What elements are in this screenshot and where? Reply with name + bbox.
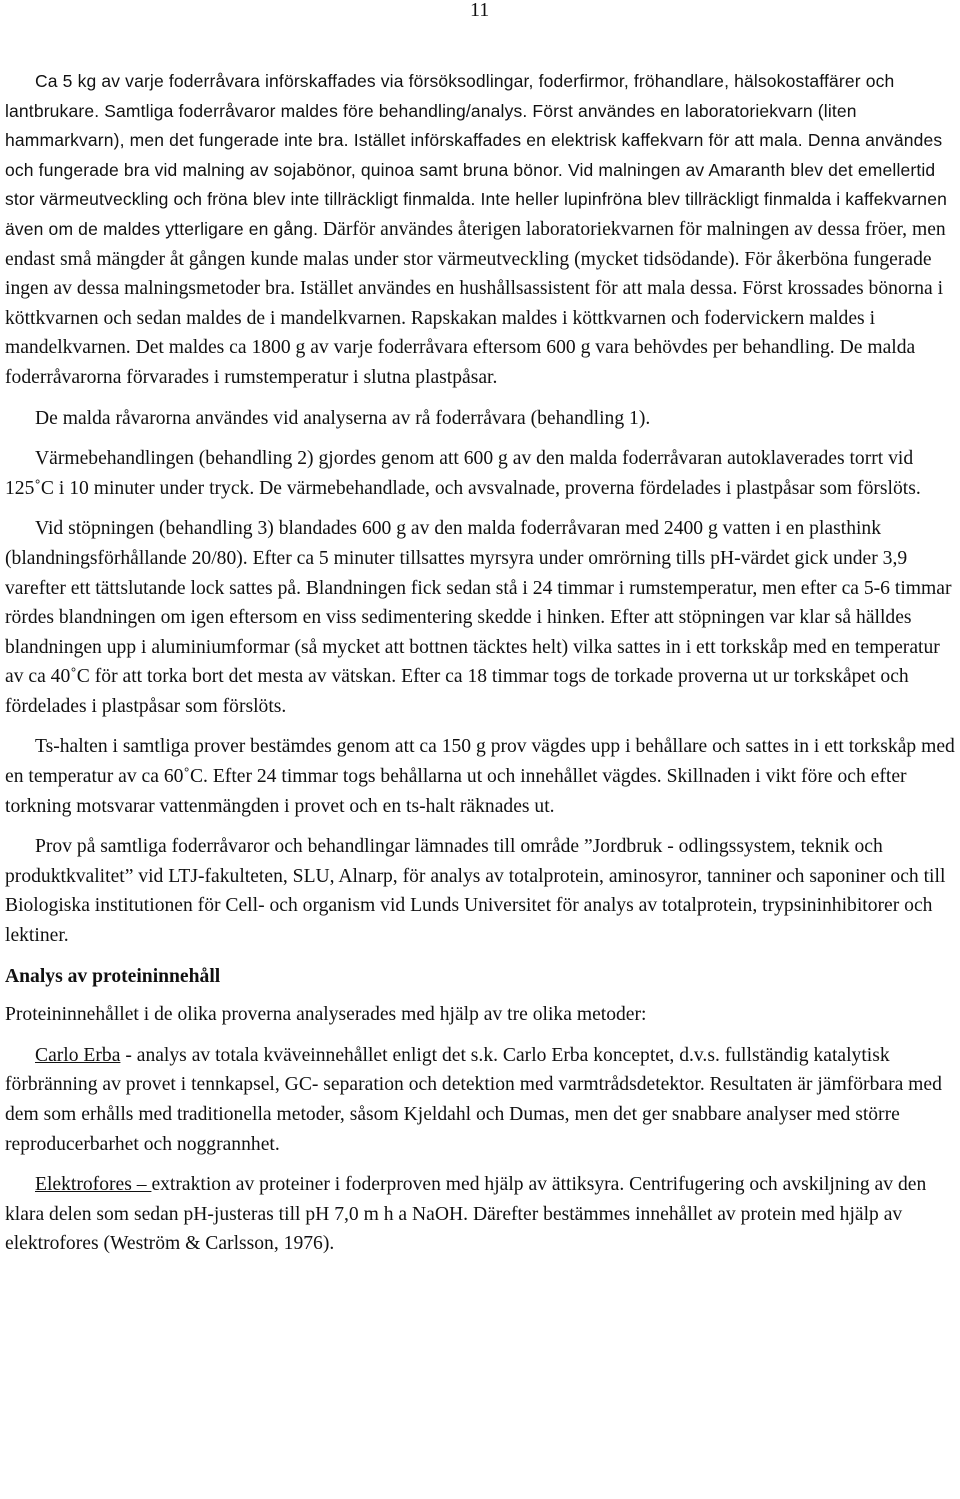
paragraph-grinding-sans-part: Ca 5 kg av varje foderråvara införskaffades via försöksodlingar, foderfirmor, fröhandlare, hälsokostaffärer och lantbrukare. Samtliga foderråvaror maldes före behandling/analys. Först användes en laboratoriekvarn (liten hammarkvarn), men det fungerade inte bra. Istället införskaffades en elektrisk kaffekvarn för att mala. Denna användes och fungerade bra vid malning av sojabönor, quinoa samt bruna bönor. Vid malningen av Amaranth blev det emellertid stor värmeutveckling och fröna blev inte tillräckligt finmalda. Inte heller lupinfröna blev tillräckligt finmalda i kaffekvarnen även om de maldes ytterligare en gång. xyxy=(5,71,947,239)
paragraph-samples-sent: Prov på samtliga foderråvaror och behandlingar lämnades till område ”Jordbruk - odlingssystem, teknik och produktkvalitet” vid LTJ-fakulteten, SLU, Alnarp, för analys av totalprotein, aminosyror, tanniner och saponiner och till Biologiska institutionen för Cell- och organism vid Lunds Universitet för analys av totalprotein, trypsininhibitorer och lektiner. xyxy=(5,836,946,947)
paragraph-steeping: Vid stöpningen (behandling 3) blandades 600 g av den malda foderråvaran med 2400 g vatten i en plasthink (blandningsförhållande 20/80). Efter ca 5 minuter tillsattes myrsyra under omrörning tills pH-värdet gick under 3,9 varefter ett tättslutande lock sattes på. Blandningen fick sedan stå i 24 timmar i rumstemperatur, men efter ca 5-6 timmar rördes blandningen om igen eftersom en viss sedimentering skedde i hinken. Efter att stöpningen var klar så hälldes blandningen upp i aluminiumformar (så mycket att bottnen täcktes helt) vilka sattes in i ett torkskåp med en temperatur av ca 40˚C för att torka bort det mesta av vätskan. Efter ca 18 timmar togs de torkade proverna ut ur torkskåpet och fördelades i plastpåsar som förslöts. xyxy=(5,518,952,717)
section-intro: Proteininnehållet i de olika proverna analyserades med hjälp av tre olika metoder: xyxy=(5,1004,647,1026)
paragraph-carlo-erba xyxy=(5,1041,955,1159)
paragraph-dry-matter: Ts-halten i samtliga prover bestämdes genom att ca 150 g prov vägdes upp i behållare och sattes in i ett torkskåp med en temperatur av ca 60˚C. Efter 24 timmar togs behållarna ut och innehållet vägdes. Skillnaden i vikt före och efter torkning motsvarar vattenmängden i provet och en ts-halt räknades ut. xyxy=(5,736,955,817)
paragraph-grinding-serif-part: Därför användes återigen laboratoriekvarnen för malningen av dessa fröer, men endast små mängder åt gången kunde malas under stor värmeutveckling (mycket tidsödande). För åkerböna fungerade ingen av dessa malningsmetoder bra. Istället användes en hushållsassistent för att mala dessa. Först krossades bönorna i köttkvarnen och sedan maldes de i mandelkvarnen. Rapskakan maldes i köttkvarnen och fodervickern maldes i mandelkvarnen. Det maldes ca 1800 g av varje foderråvara eftersom 600 g vara behövdes per behandling. De malda foderråvarorna förvarades i rumstemperatur i slutna plastpåsar. xyxy=(5,218,946,388)
paragraph-elektrofores xyxy=(5,1170,955,1259)
paragraph-raw-material: De malda råvarorna användes vid analyserna av rå foderråvara (behandling 1). xyxy=(35,407,651,429)
page-number: 11 xyxy=(470,0,490,21)
section-heading: Analys av proteininnehåll xyxy=(5,965,221,987)
elektrofores-term: Elektrofores – xyxy=(35,1174,152,1196)
carlo-erba-text: - analys av totala kväveinnehållet enligt det s.k. Carlo Erba konceptet, d.v.s. fullständig katalytisk förbränning av provet i tennkapsel, GC- separation och detektion med varmtrådsdetektor. Resultaten är jämförbara med dem som erhålls med traditionella metoder, såsom Kjeldahl och Dumas, men det ger snabbare analyser med större reproducerbarhet och noggrannhet. xyxy=(5,1044,942,1155)
elektrofores-text: extraktion av proteiner i foderproven med hjälp av ättiksyra. Centrifugering och avskiljning av den klara delen som sedan pH-justeras till pH 7,0 m h a NaOH. Därefter bestämmes innehållet av protein med hjälp av elektrofores (Weström & Carlsson, 1976). xyxy=(5,1174,927,1255)
paragraph-heat-treatment: Värmebehandlingen (behandling 2) gjordes genom att 600 g av den malda foderråvaran autoklaverades torrt vid 125˚C i 10 minuter under tryck. De värmebehandlade, och avsvalnade, proverna fördelades i plastpåsar som förslöts. xyxy=(5,448,921,499)
carlo-erba-term: Carlo Erba xyxy=(35,1044,121,1066)
paragraph-grinding xyxy=(5,67,955,393)
document-body xyxy=(5,67,955,1259)
